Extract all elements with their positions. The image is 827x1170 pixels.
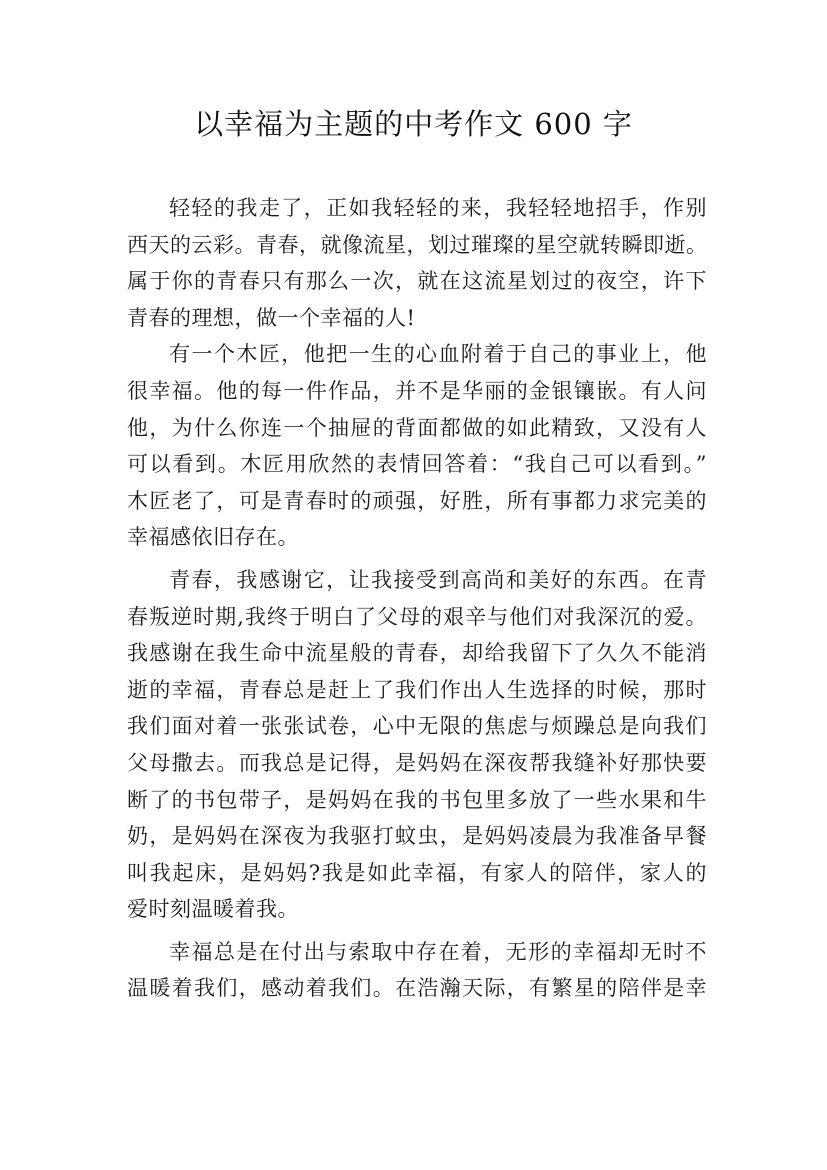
text-line: 他，为什么你连一个抽屉的背面都做的如此精致，又没有人 bbox=[127, 415, 707, 440]
text-line: 西天的云彩。青春，就像流星，划过璀璨的星空就转瞬即逝。 bbox=[127, 232, 707, 257]
text-line: 幸福感依旧存在。 bbox=[127, 525, 299, 550]
text-line: 青春，我感谢它，让我接受到高尚和美好的东西。在青 bbox=[169, 567, 707, 592]
paragraph bbox=[127, 562, 707, 928]
text-line: 叫我起床，是妈妈?我是如此幸福，有家人的陪伴，家人的 bbox=[127, 860, 707, 885]
document-body bbox=[127, 190, 707, 1007]
paragraph bbox=[127, 934, 707, 1007]
text-line: 断了的书包带子，是妈妈在我的书包里多放了一些水果和牛 bbox=[127, 787, 707, 812]
text-line: 有一个木匠，他把一生的心血附着于自己的事业上，他 bbox=[169, 342, 707, 367]
text-line: 我感谢在我生命中流星般的青春，却给我留下了久久不能消 bbox=[127, 641, 707, 666]
document-title: 以幸福为主题的中考作文 600 字 bbox=[194, 107, 633, 141]
text-line: 爱时刻温暖着我。 bbox=[127, 897, 299, 922]
text-line: 温暖着我们，感动着我们。在浩瀚天际，有繁星的陪伴是幸 bbox=[127, 976, 707, 1001]
text-line: 奶，是妈妈在深夜为我驱打蚊虫，是妈妈凌晨为我准备早餐 bbox=[127, 824, 707, 849]
text-line: 属于你的青春只有那么一次，就在这流星划过的夜空，许下 bbox=[127, 269, 707, 294]
text-line: 逝的幸福，青春总是赶上了我们作出人生选择的时候，那时 bbox=[127, 677, 707, 702]
text-line: 春叛逆时期,我终于明白了父母的艰辛与他们对我深沉的爱。 bbox=[127, 604, 707, 629]
text-line: 青春的理想，做一个幸福的人! bbox=[127, 305, 416, 330]
text-line: 木匠老了，可是青春时的顽强，好胜，所有事都力求完美的 bbox=[127, 488, 707, 513]
text-line: 很幸福。他的每一件作品，并不是华丽的金银镶嵌。有人问 bbox=[127, 378, 707, 403]
text-line: 轻轻的我走了，正如我轻轻的来，我轻轻地招手，作别 bbox=[169, 196, 707, 220]
text-line: 幸福总是在付出与索取中存在着，无形的幸福却无时不 bbox=[169, 939, 707, 964]
text-line: 可以看到。木匠用欣然的表情回答着：“我自己可以看到。” bbox=[127, 452, 707, 477]
text-line: 父母撒去。而我总是记得，是妈妈在深夜帮我缝补好那快要 bbox=[127, 750, 707, 775]
text-line: 我们面对着一张张试卷，心中无限的焦虑与烦躁总是向我们 bbox=[127, 714, 707, 739]
paragraph bbox=[127, 190, 707, 336]
paragraph bbox=[127, 336, 707, 556]
